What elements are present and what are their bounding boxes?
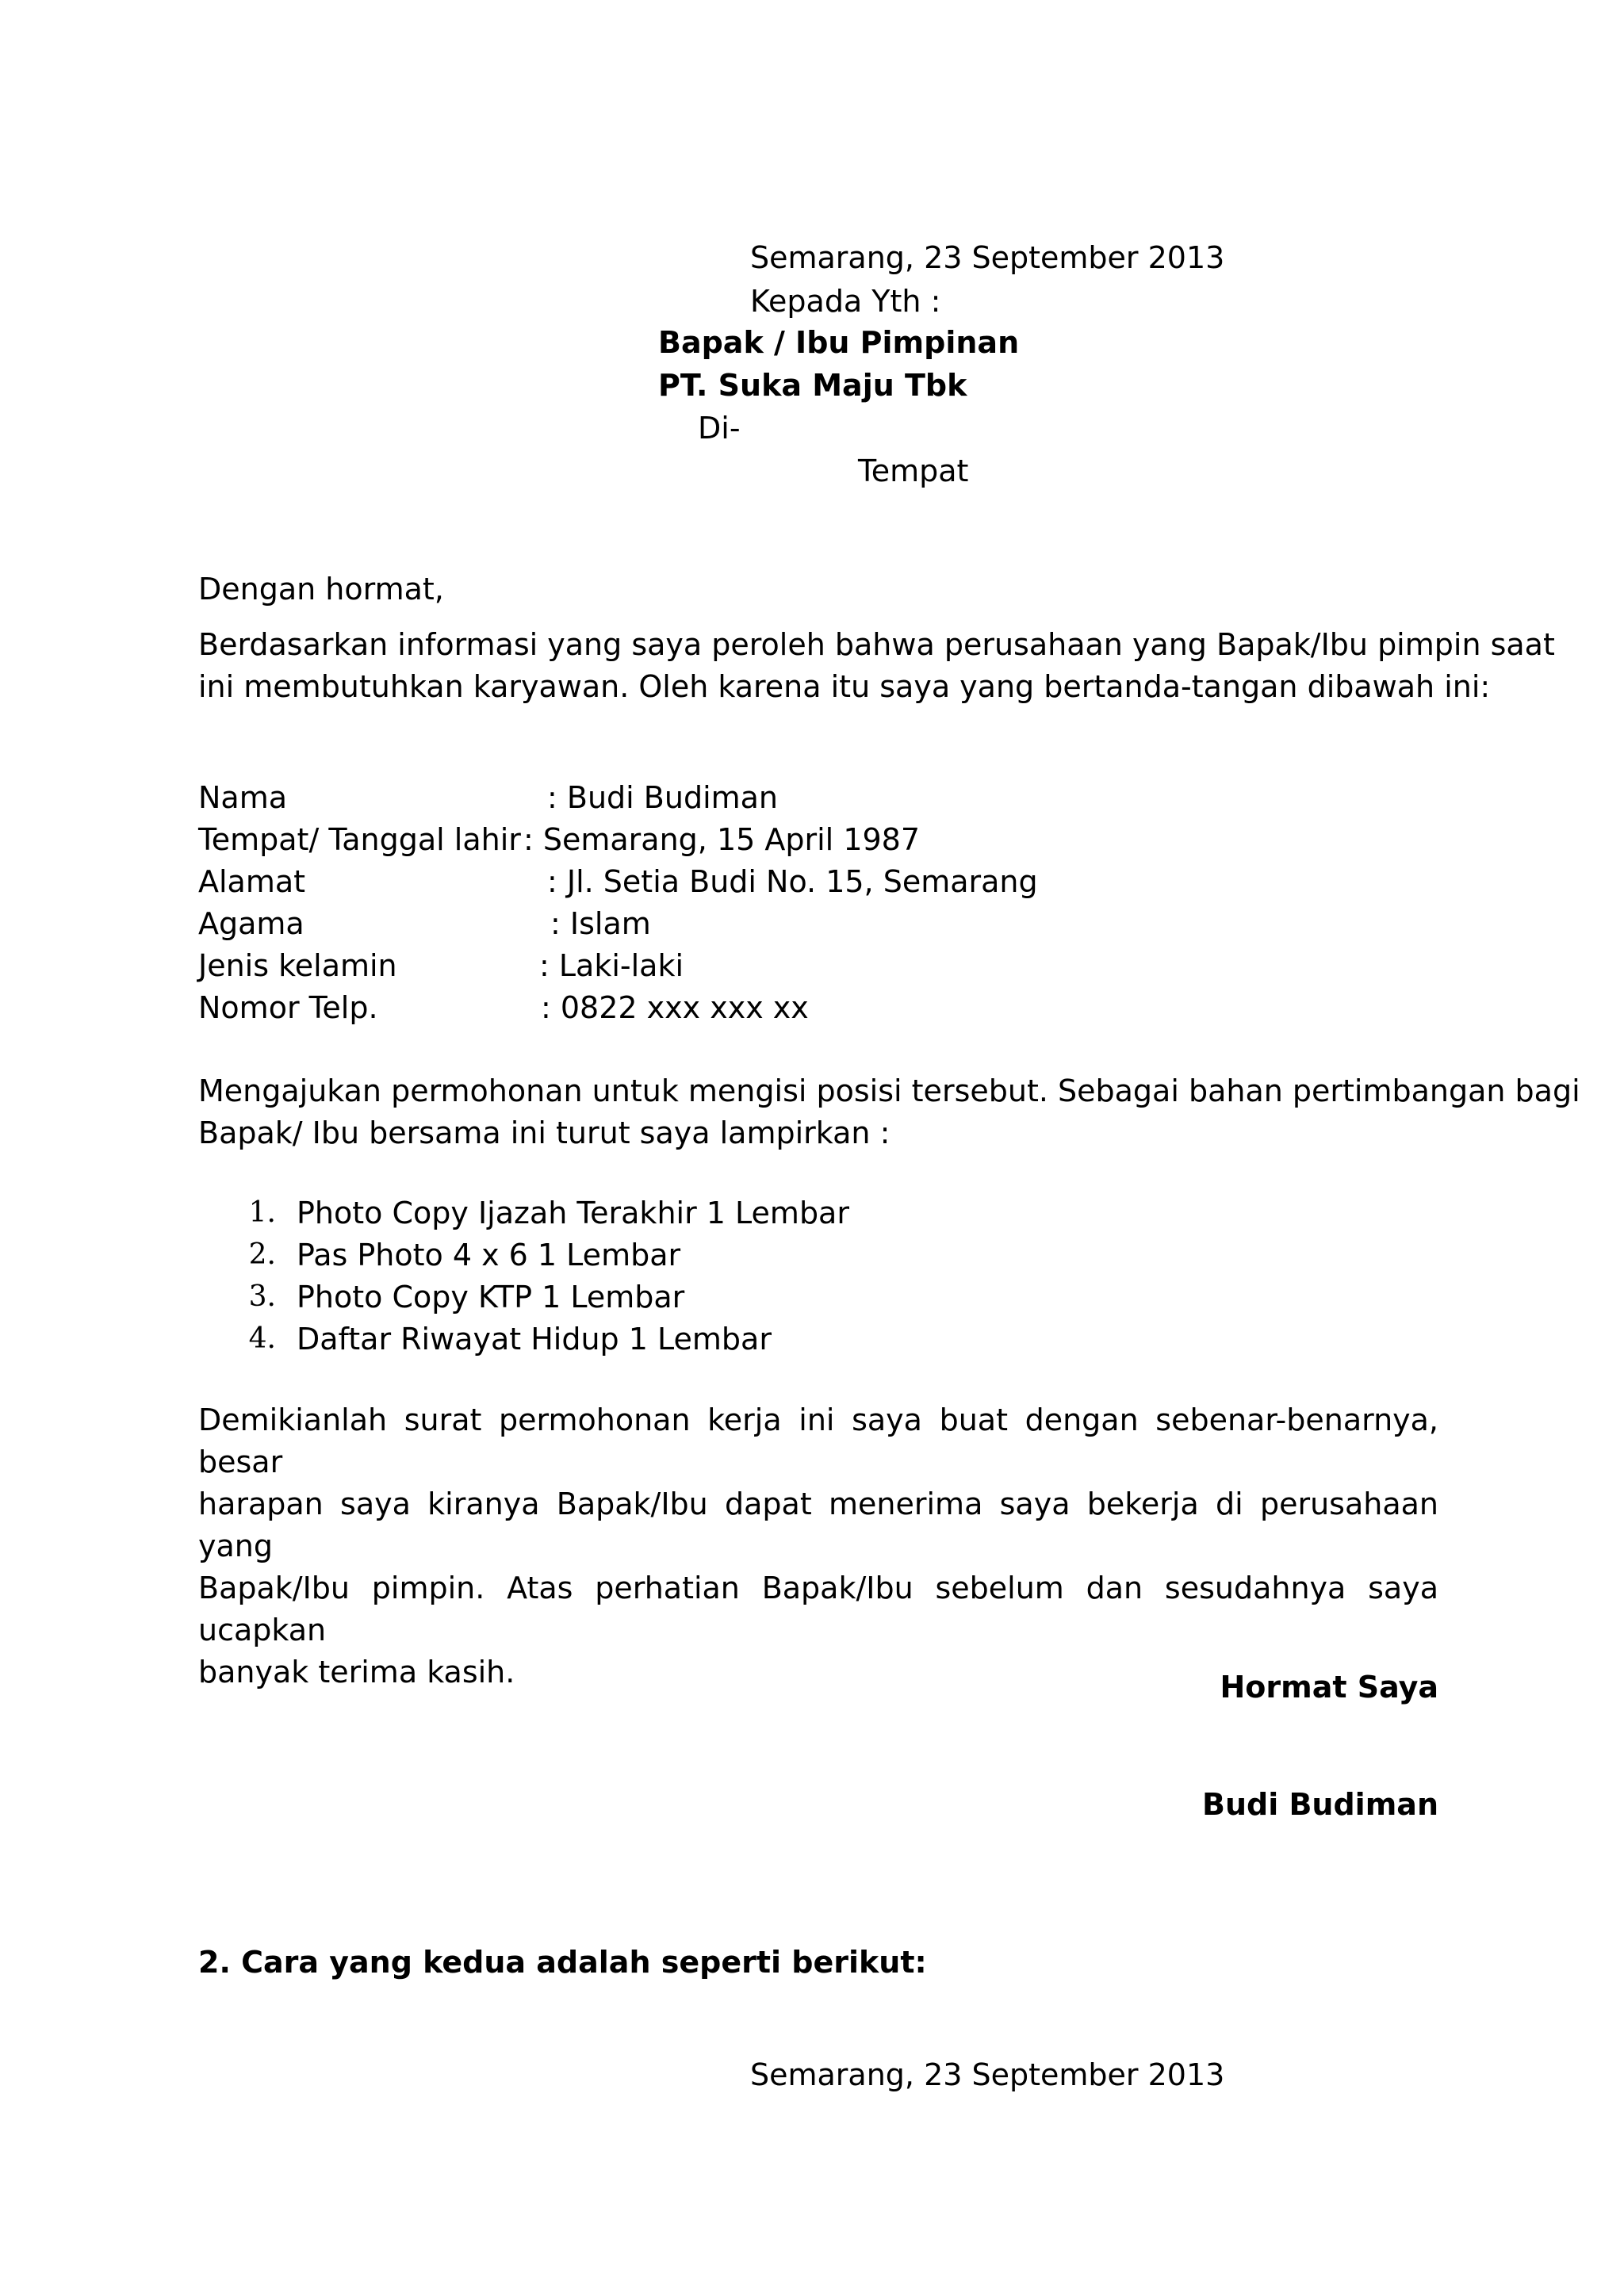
request-line: Bapak/ Ibu bersama ini turut saya lampirkan : bbox=[198, 1115, 891, 1150]
place-date: Semarang, 23 September 2013 bbox=[750, 240, 1225, 275]
closing-line: banyak terima kasih. bbox=[198, 1655, 515, 1689]
intro-line: Berdasarkan informasi yang saya peroleh bahwa perusahaan yang Bapak/Ibu pimpin saat bbox=[198, 627, 1555, 662]
value-tempat-tanggal-lahir: : Semarang, 15 April 1987 bbox=[523, 822, 921, 857]
label-jenis-kelamin: Jenis kelamin bbox=[198, 948, 397, 983]
attachment-item: Pas Photo 4 x 6 1 Lembar bbox=[297, 1238, 681, 1272]
salutation: Dengan hormat, bbox=[198, 572, 444, 607]
label-nomor-telp: Nomor Telp. bbox=[198, 990, 378, 1025]
attachment-number: 1. bbox=[248, 1196, 276, 1229]
attachment-number: 4. bbox=[248, 1322, 276, 1355]
value-alamat: : Jl. Setia Budi No. 15, Semarang bbox=[547, 864, 1038, 899]
closing-line: Bapak/Ibu pimpin. Atas perhatian Bapak/Ibu sebelum dan sesudahnya saya ucapkan bbox=[198, 1571, 1438, 1647]
recipient-company: PT. Suka Maju Tbk bbox=[658, 368, 967, 403]
attachment-item: Photo Copy Ijazah Terakhir 1 Lembar bbox=[297, 1196, 849, 1230]
value-jenis-kelamin: : Laki-laki bbox=[539, 948, 684, 983]
section-2-heading: 2. Cara yang kedua adalah seperti berikut: bbox=[198, 1945, 927, 1980]
closing-line: Demikianlah surat permohonan kerja ini saya buat dengan sebenar-benarnya, besar bbox=[198, 1402, 1438, 1479]
attachment-item: Daftar Riwayat Hidup 1 Lembar bbox=[297, 1322, 772, 1357]
attachment-number: 3. bbox=[248, 1280, 276, 1313]
value-agama: : Islam bbox=[550, 906, 651, 941]
footer-place-date: Semarang, 23 September 2013 bbox=[750, 2057, 1225, 2092]
intro-paragraph bbox=[198, 624, 1555, 708]
signature-name: Budi Budiman bbox=[1201, 1787, 1438, 1822]
closing-paragraph bbox=[198, 1399, 1438, 1693]
signature-greeting: Hormat Saya bbox=[1220, 1670, 1438, 1705]
label-tempat-tanggal-lahir: Tempat/ Tanggal lahir bbox=[198, 822, 521, 857]
recipient-title: Bapak / Ibu Pimpinan bbox=[658, 325, 1020, 360]
label-nama: Nama bbox=[198, 780, 288, 815]
di-label: Di- bbox=[698, 411, 741, 446]
kepada-label: Kepada Yth : bbox=[750, 284, 941, 319]
request-paragraph bbox=[198, 1070, 1580, 1154]
closing-line: harapan saya kiranya Bapak/Ibu dapat menerima saya bekerja di perusahaan yang bbox=[198, 1487, 1438, 1563]
attachment-number: 2. bbox=[248, 1238, 276, 1271]
value-nama: : Budi Budiman bbox=[547, 780, 779, 815]
label-alamat: Alamat bbox=[198, 864, 306, 899]
value-nomor-telp: : 0822 xxx xxx xx bbox=[541, 990, 809, 1025]
attachment-item: Photo Copy KTP 1 Lembar bbox=[297, 1280, 685, 1314]
label-agama: Agama bbox=[198, 906, 304, 941]
intro-line: ini membutuhkan karyawan. Oleh karena itu saya yang bertanda-tangan dibawah ini: bbox=[198, 669, 1491, 704]
tempat-label: Tempat bbox=[858, 453, 969, 488]
request-line: Mengajukan permohonan untuk mengisi posisi tersebut. Sebagai bahan pertimbangan bagi bbox=[198, 1073, 1580, 1108]
